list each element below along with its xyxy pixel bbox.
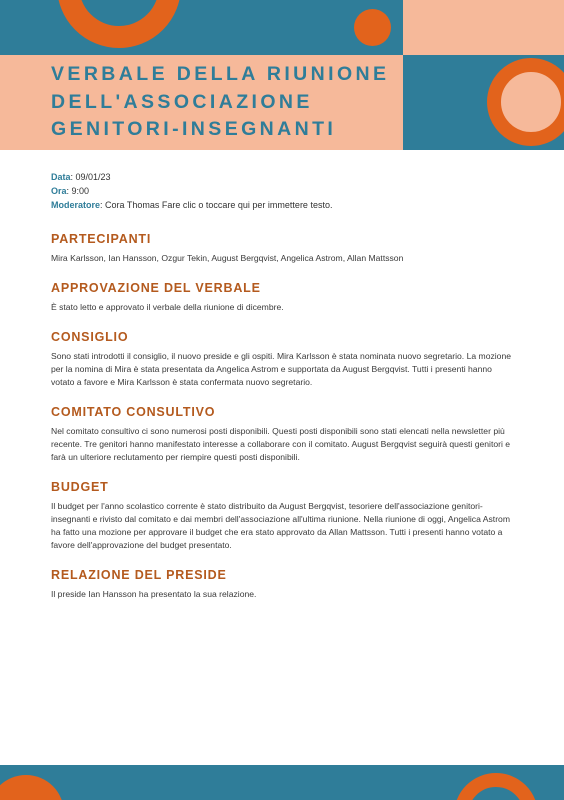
section-heading: BUDGET	[51, 480, 109, 494]
orange-dot-large	[354, 9, 391, 46]
date-value[interactable]: 09/01/23	[75, 172, 111, 182]
section-heading: APPROVAZIONE DEL VERBALE	[51, 281, 261, 295]
date-label: Data	[51, 172, 71, 182]
section-budget	[51, 480, 513, 552]
minutes-body	[51, 232, 513, 617]
section-body[interactable]: Il budget per l'anno scolastico corrente è stato distribuito da August Bergqvist, tesoriere dell'associazione genitori-insegnanti e rivisto dal comitato e dai membri dell'associazione all'ultima riunione. Nella riunione di oggi, Angelica Astrom ha fatto una mozione per approvare il budget che era stato approvato da Allan Mattsson. Tutti i presenti hanno votato a favore dell'approvazione del budget presentato.	[51, 501, 510, 550]
section-heading: CONSIGLIO	[51, 330, 129, 344]
meta-time: Ora: 9:00	[51, 186, 90, 196]
meta-moderator: Moderatore: Cora Thomas Fare clic o toccare qui per immettere testo.	[51, 200, 333, 210]
section-approvazione-verbale	[51, 281, 513, 314]
moderator-label: Moderatore	[51, 200, 101, 210]
orange-ring-footer	[454, 773, 538, 800]
time-value[interactable]: 9:00	[71, 186, 90, 196]
section-body[interactable]: Nel comitato consultivo ci sono numerosi posti disponibili. Questi posti disponibili sono stati elencati nella newsletter più recente. Tre genitori hanno manifestato interesse a collaborare con il comitato. August Bergqvist seguirà questi genitori e farà un ulteriore reclutamento per riempire questi posti disponibili.	[51, 426, 511, 462]
section-body[interactable]: È stato letto e approvato il verbale della riunione di dicembre.	[51, 302, 284, 312]
peach-dot-right	[547, 18, 563, 34]
section-partecipanti	[51, 232, 513, 265]
footer-banner	[0, 765, 564, 800]
section-relazione-preside	[51, 568, 513, 601]
moderator-value[interactable]: Cora Thomas Fare clic o toccare qui per immettere testo.	[105, 200, 333, 210]
page-title	[51, 61, 389, 144]
time-label: Ora	[51, 186, 67, 196]
peach-dot-left	[529, 18, 545, 34]
orange-half-circle-left	[0, 775, 64, 800]
meta-date: Data: 09/01/23	[51, 172, 111, 182]
section-body[interactable]: Il preside Ian Hansson ha presentato la sua relazione.	[51, 589, 257, 599]
section-heading: PARTECIPANTI	[51, 232, 152, 246]
section-consiglio	[51, 330, 513, 389]
title-line-1: VERBALE DELLA RIUNIONE	[51, 63, 390, 85]
section-body[interactable]: Sono stati introdotti il consiglio, il nuovo preside e gli ospiti. Mira Karlsson è stata nominata nuovo segretario. La mozione per la nomina di Mira è stata presentata da Angelica Astrom e supportata da August Bergqvist. Tutti i presenti hanno votato a favore e Mira Karlsson è stata confermata nuovo segretario.	[51, 351, 512, 387]
title-line-3: GENITORI-INSEGNANTI	[51, 118, 337, 140]
title-line-2: DELL'ASSOCIAZIONE	[51, 90, 313, 113]
section-body[interactable]: Mira Karlsson, Ian Hansson, Ozgur Tekin, August Bergqvist, Angelica Astrom, Allan Mattsson	[51, 253, 404, 263]
section-heading: RELAZIONE DEL PRESIDE	[51, 568, 227, 582]
meeting-meta	[51, 170, 332, 212]
section-comitato-consultivo	[51, 405, 513, 464]
section-heading: COMITATO CONSULTIVO	[51, 405, 216, 419]
